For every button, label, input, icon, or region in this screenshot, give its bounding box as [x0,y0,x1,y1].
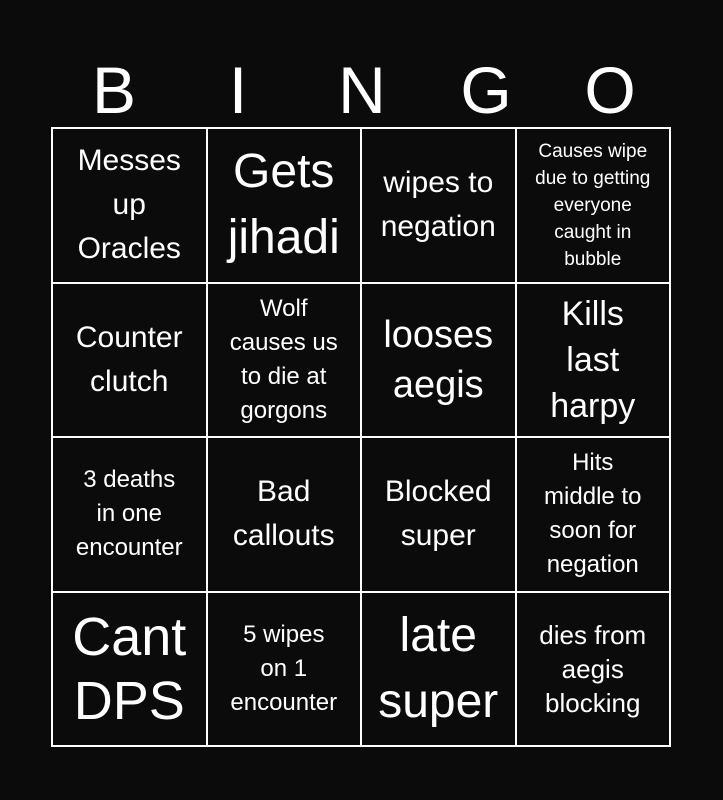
bingo-cell[interactable] [207,283,362,438]
bingo-cell[interactable] [361,592,516,747]
bingo-cell[interactable] [516,592,671,747]
cell-text: Blocked super [384,475,492,553]
cell-text: 5 wipes on 1 encounter [230,620,338,716]
cell-text: Bad callouts [232,475,335,553]
cell-text: Gets jihadi [227,145,340,265]
bingo-cell[interactable] [516,437,671,592]
bingo-cell[interactable] [361,283,516,438]
bingo-board [51,127,671,747]
bingo-cell[interactable] [516,128,671,283]
header-letter-i: I [228,53,248,127]
bingo-cell[interactable] [516,283,671,438]
bingo-cell[interactable] [52,283,207,438]
bingo-cell[interactable] [207,437,362,592]
bingo-header [52,55,672,125]
header-letter-g: G [460,53,512,127]
cell-text: Kills last harpy [550,294,636,425]
cell-text: wipes to negation [380,166,496,244]
bingo-cell[interactable] [52,592,207,747]
bingo-cell[interactable] [361,128,516,283]
header-letter-b: B [91,53,137,127]
bingo-cell[interactable] [361,437,516,592]
bingo-cell[interactable] [52,128,207,283]
bingo-cell[interactable] [52,437,207,592]
cell-text: Cant DPS [72,606,187,731]
cell-text: Counter clutch [75,320,183,398]
header-letter-o: O [584,53,636,127]
cell-text: 3 deaths in one encounter [75,466,183,562]
cell-text: looses aegis [383,313,494,406]
bingo-cell[interactable] [207,592,362,747]
header-letter-n: N [338,53,386,127]
cell-text: Messes up Oracles [77,144,181,266]
cell-text: Causes wipe due to getting everyone caught in bubble [535,140,651,270]
cell-text: Hits middle to soon for negation [544,449,642,579]
cell-text: Wolf causes us to die at gorgons [229,294,338,424]
cell-text: late super [378,608,499,728]
bingo-cell[interactable] [207,128,362,283]
cell-text: dies from aegis blocking [539,619,647,718]
